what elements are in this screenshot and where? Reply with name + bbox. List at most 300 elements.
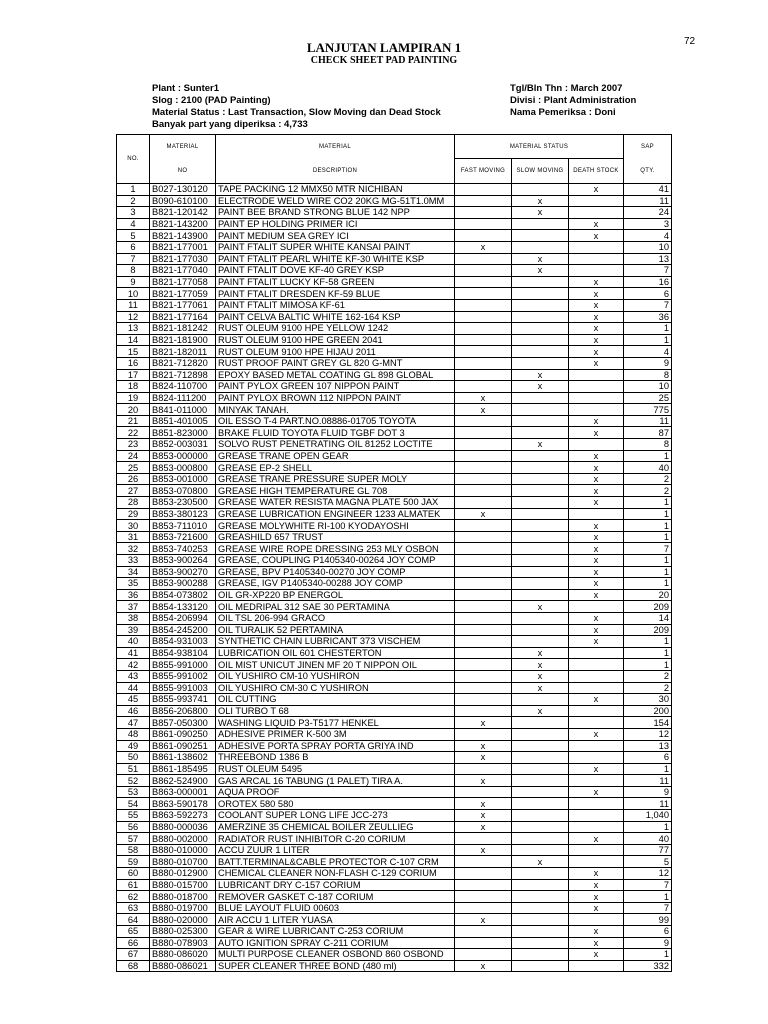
death-stock-mark: x: [569, 728, 624, 740]
row-number: 30: [117, 520, 150, 532]
material-no: B880-015700: [150, 879, 216, 891]
fast-moving-mark: [455, 473, 512, 485]
row-number: 33: [117, 555, 150, 567]
death-stock-mark: x: [569, 184, 624, 196]
slow-moving-mark: x: [512, 253, 569, 265]
material-description: GREASE TRANE PRESSURE SUPER MOLY: [216, 473, 455, 485]
table-row: [117, 740, 672, 752]
table-row: [117, 821, 672, 833]
death-stock-mark: x: [569, 497, 624, 509]
death-stock-mark: [569, 195, 624, 207]
sap-qty: 77: [624, 844, 672, 856]
death-stock-mark: [569, 775, 624, 787]
material-no: B854-133120: [150, 601, 216, 613]
material-description: GREASE EP-2 SHELL: [216, 462, 455, 474]
material-no: B821-120142: [150, 207, 216, 219]
sap-qty: 87: [624, 427, 672, 439]
row-number: 68: [117, 960, 150, 972]
death-stock-mark: x: [569, 427, 624, 439]
death-stock-mark: [569, 740, 624, 752]
death-stock-mark: [569, 682, 624, 694]
row-number: 13: [117, 323, 150, 335]
material-no: B880-086021: [150, 960, 216, 972]
fast-moving-mark: [455, 601, 512, 613]
slow-moving-mark: [512, 868, 569, 880]
death-stock-mark: x: [569, 334, 624, 346]
material-description: REMOVER GASKET C-187 CORIUM: [216, 891, 455, 903]
fast-moving-mark: [455, 369, 512, 381]
slow-moving-mark: [512, 891, 569, 903]
sap-qty: 5: [624, 856, 672, 868]
material-no: B853-900288: [150, 578, 216, 590]
slow-moving-mark: [512, 833, 569, 845]
material-no: B821-177061: [150, 299, 216, 311]
fast-moving-mark: [455, 207, 512, 219]
fast-moving-mark: [455, 427, 512, 439]
table-row: [117, 508, 672, 520]
material-no: B853-711010: [150, 520, 216, 532]
death-stock-mark: [569, 381, 624, 393]
material-description: COOLANT SUPER LONG LIFE JCC-273: [216, 810, 455, 822]
sap-qty: 14: [624, 612, 672, 624]
fast-moving-mark: x: [455, 717, 512, 729]
row-number: 47: [117, 717, 150, 729]
fast-moving-mark: [455, 555, 512, 567]
table-row: [117, 868, 672, 880]
fast-moving-mark: [455, 497, 512, 509]
fast-moving-mark: x: [455, 404, 512, 416]
row-number: 43: [117, 670, 150, 682]
death-stock-mark: x: [569, 531, 624, 543]
header-fast-moving: FAST MOVING: [455, 159, 512, 184]
row-number: 37: [117, 601, 150, 613]
row-number: 40: [117, 636, 150, 648]
slow-moving-mark: [512, 740, 569, 752]
table-row: [117, 578, 672, 590]
material-description: PAINT PYLOX BROWN 112 NIPPON PAINT: [216, 392, 455, 404]
slow-moving-mark: x: [512, 601, 569, 613]
document-title: LANJUTAN LAMPIRAN 1: [306, 40, 462, 55]
table-row: [117, 311, 672, 323]
sap-qty: 11: [624, 798, 672, 810]
material-description: ADHESIVE PRIMER K-500 3M: [216, 728, 455, 740]
fast-moving-mark: [455, 346, 512, 358]
death-stock-mark: x: [569, 299, 624, 311]
death-stock-mark: x: [569, 346, 624, 358]
row-number: 34: [117, 566, 150, 578]
row-number: 64: [117, 914, 150, 926]
material-no: B853-000000: [150, 450, 216, 462]
material-description: OIL TSL 206-994 GRACO: [216, 612, 455, 624]
fast-moving-mark: [455, 299, 512, 311]
table-row: [117, 473, 672, 485]
fast-moving-mark: [455, 265, 512, 277]
sap-qty: 6: [624, 926, 672, 938]
material-no: B853-721600: [150, 531, 216, 543]
header-slow-moving: SLOW MOVING: [512, 159, 569, 184]
fast-moving-mark: [455, 682, 512, 694]
fast-moving-mark: [455, 589, 512, 601]
fast-moving-mark: [455, 926, 512, 938]
row-number: 31: [117, 531, 150, 543]
fast-moving-mark: [455, 763, 512, 775]
death-stock-mark: x: [569, 937, 624, 949]
fast-moving-mark: [455, 323, 512, 335]
death-stock-mark: x: [569, 833, 624, 845]
table-row: [117, 752, 672, 764]
slow-moving-mark: [512, 949, 569, 961]
info-division: Divisi : Plant Administration: [510, 95, 637, 106]
sap-qty: 13: [624, 253, 672, 265]
table-row: [117, 404, 672, 416]
table-row: [117, 694, 672, 706]
material-no: B863-590178: [150, 798, 216, 810]
table-row: [117, 485, 672, 497]
sap-qty: 25: [624, 392, 672, 404]
header-description: DESCRIPTION: [216, 159, 455, 184]
fast-moving-mark: [455, 670, 512, 682]
sap-qty: 4: [624, 230, 672, 242]
material-description: TAPE PACKING 12 MMX50 MTR NICHIBAN: [216, 184, 455, 196]
info-material-status: Material Status : Last Transaction, Slow Moving dan Dead Stock: [152, 107, 441, 118]
row-number: 41: [117, 647, 150, 659]
slow-moving-mark: x: [512, 265, 569, 277]
death-stock-mark: [569, 752, 624, 764]
material-no: B821-181900: [150, 334, 216, 346]
death-stock-mark: [569, 265, 624, 277]
sap-qty: 1: [624, 531, 672, 543]
material-description: GREASE, COUPLING P1405340-00264 JOY COMP: [216, 555, 455, 567]
row-number: 56: [117, 821, 150, 833]
sap-qty: 1: [624, 647, 672, 659]
slow-moving-mark: [512, 497, 569, 509]
material-description: OIL TURALIK 52 PERTAMINA: [216, 624, 455, 636]
row-number: 46: [117, 705, 150, 717]
material-description: RUST OLEUM 9100 HPE HIJAU 2011: [216, 346, 455, 358]
sap-qty: 8: [624, 369, 672, 381]
document-subtitle: CHECK SHEET PAD PAINTING: [310, 55, 458, 66]
material-no: B851-401005: [150, 415, 216, 427]
fast-moving-mark: x: [455, 798, 512, 810]
material-no: B880-000036: [150, 821, 216, 833]
fast-moving-mark: [455, 786, 512, 798]
death-stock-mark: x: [569, 763, 624, 775]
table-row: [117, 241, 672, 253]
fast-moving-mark: [455, 624, 512, 636]
death-stock-mark: x: [569, 473, 624, 485]
info-date: Tgl/Bln Thn : March 2007: [510, 83, 623, 94]
row-number: 65: [117, 926, 150, 938]
table-row: [117, 450, 672, 462]
table-row: [117, 381, 672, 393]
check-sheet-table: [116, 134, 672, 972]
material-no: B853-070800: [150, 485, 216, 497]
table-row: [117, 844, 672, 856]
row-number: 51: [117, 763, 150, 775]
death-stock-mark: [569, 821, 624, 833]
material-no: B861-090251: [150, 740, 216, 752]
slow-moving-mark: [512, 960, 569, 972]
table-row: [117, 891, 672, 903]
material-description: GREASE TRANE OPEN GEAR: [216, 450, 455, 462]
row-number: 48: [117, 728, 150, 740]
slow-moving-mark: [512, 763, 569, 775]
row-number: 14: [117, 334, 150, 346]
slow-moving-mark: [512, 578, 569, 590]
material-description: PAINT MEDIUM SEA GREY ICI: [216, 230, 455, 242]
table-row: [117, 763, 672, 775]
table-row: [117, 949, 672, 961]
slow-moving-mark: [512, 392, 569, 404]
sap-qty: 1: [624, 821, 672, 833]
row-number: 29: [117, 508, 150, 520]
table-row: [117, 207, 672, 219]
table-row: [117, 439, 672, 451]
row-number: 55: [117, 810, 150, 822]
row-number: 32: [117, 543, 150, 555]
row-number: 60: [117, 868, 150, 880]
slow-moving-mark: [512, 184, 569, 196]
slow-moving-mark: [512, 717, 569, 729]
row-number: 9: [117, 276, 150, 288]
sap-qty: 775: [624, 404, 672, 416]
fast-moving-mark: [455, 230, 512, 242]
fast-moving-mark: [455, 531, 512, 543]
material-description: OIL MIST UNICUT JINEN MF 20 T NIPPON OIL: [216, 659, 455, 671]
sap-qty: 36: [624, 311, 672, 323]
slow-moving-mark: x: [512, 659, 569, 671]
row-number: 3: [117, 207, 150, 219]
death-stock-mark: x: [569, 415, 624, 427]
table-row: [117, 937, 672, 949]
material-no: B880-018700: [150, 891, 216, 903]
row-number: 12: [117, 311, 150, 323]
material-description: OIL YUSHIRO CM-30 C YUSHIRON: [216, 682, 455, 694]
slow-moving-mark: [512, 914, 569, 926]
sap-qty: 99: [624, 914, 672, 926]
fast-moving-mark: [455, 543, 512, 555]
table-row: [117, 334, 672, 346]
table-row: [117, 960, 672, 972]
row-number: 16: [117, 357, 150, 369]
material-description: THREEBOND 1386 B: [216, 752, 455, 764]
material-description: GREASE HIGH TEMPERATURE GL 708: [216, 485, 455, 497]
sap-qty: 1: [624, 497, 672, 509]
death-stock-mark: [569, 670, 624, 682]
material-no: B841-011000: [150, 404, 216, 416]
sap-qty: 7: [624, 543, 672, 555]
header-sap-top: SAP: [624, 135, 672, 159]
material-no: B856-206800: [150, 705, 216, 717]
death-stock-mark: x: [569, 450, 624, 462]
table-body: [117, 184, 672, 972]
death-stock-mark: [569, 207, 624, 219]
row-number: 49: [117, 740, 150, 752]
fast-moving-mark: [455, 902, 512, 914]
material-no: B863-592273: [150, 810, 216, 822]
sap-qty: 12: [624, 868, 672, 880]
row-number: 10: [117, 288, 150, 300]
material-no: B861-185495: [150, 763, 216, 775]
material-no: B852-003031: [150, 439, 216, 451]
material-no: B090-610100: [150, 195, 216, 207]
material-no: B854-938104: [150, 647, 216, 659]
row-number: 17: [117, 369, 150, 381]
row-number: 54: [117, 798, 150, 810]
material-no: B821-143200: [150, 218, 216, 230]
fast-moving-mark: [455, 357, 512, 369]
material-no: B821-143900: [150, 230, 216, 242]
table-row: [117, 926, 672, 938]
death-stock-mark: [569, 717, 624, 729]
slow-moving-mark: [512, 334, 569, 346]
slow-moving-mark: [512, 357, 569, 369]
death-stock-mark: x: [569, 578, 624, 590]
row-number: 20: [117, 404, 150, 416]
material-no: B880-010000: [150, 844, 216, 856]
material-description: RUST OLEUM 5495: [216, 763, 455, 775]
material-no: B855-991000: [150, 659, 216, 671]
material-description: GREASE WIRE ROPE DRESSING 253 MLY OSBON: [216, 543, 455, 555]
slow-moving-mark: x: [512, 670, 569, 682]
material-no: B880-019700: [150, 902, 216, 914]
slow-moving-mark: [512, 555, 569, 567]
death-stock-mark: [569, 392, 624, 404]
sap-qty: 7: [624, 265, 672, 277]
fast-moving-mark: [455, 195, 512, 207]
material-no: B854-245200: [150, 624, 216, 636]
sap-qty: 2: [624, 670, 672, 682]
slow-moving-mark: [512, 276, 569, 288]
slow-moving-mark: [512, 844, 569, 856]
death-stock-mark: [569, 404, 624, 416]
death-stock-mark: [569, 705, 624, 717]
row-number: 1: [117, 184, 150, 196]
sap-qty: 9: [624, 937, 672, 949]
table-row: [117, 357, 672, 369]
sap-qty: 1: [624, 508, 672, 520]
row-number: 8: [117, 265, 150, 277]
fast-moving-mark: [455, 462, 512, 474]
death-stock-mark: x: [569, 276, 624, 288]
material-description: PAINT FTALIT DOVE KF-40 GREY KSP: [216, 265, 455, 277]
slow-moving-mark: x: [512, 369, 569, 381]
death-stock-mark: x: [569, 288, 624, 300]
fast-moving-mark: [455, 937, 512, 949]
slow-moving-mark: [512, 241, 569, 253]
material-description: GREASHILD 657 TRUST: [216, 531, 455, 543]
table-row: [117, 833, 672, 845]
material-description: SYNTHETIC CHAIN LUBRICANT 373 VISCHEM: [216, 636, 455, 648]
death-stock-mark: x: [569, 902, 624, 914]
slow-moving-mark: [512, 462, 569, 474]
material-description: SOLVO RUST PENETRATING OIL 81252 LOCTITE: [216, 439, 455, 451]
table-row: [117, 543, 672, 555]
material-no: B853-740253: [150, 543, 216, 555]
sap-qty: 6: [624, 752, 672, 764]
death-stock-mark: [569, 798, 624, 810]
death-stock-mark: [569, 659, 624, 671]
row-number: 18: [117, 381, 150, 393]
table-row: [117, 786, 672, 798]
material-no: B821-177001: [150, 241, 216, 253]
material-description: PAINT EP HOLDING PRIMER ICI: [216, 218, 455, 230]
sap-qty: 13: [624, 740, 672, 752]
material-no: B824-111200: [150, 392, 216, 404]
table-row: [117, 728, 672, 740]
fast-moving-mark: [455, 253, 512, 265]
table-row: [117, 810, 672, 822]
row-number: 66: [117, 937, 150, 949]
material-description: CHEMICAL CLEANER NON-FLASH C-129 CORIUM: [216, 868, 455, 880]
sap-qty: 6: [624, 288, 672, 300]
slow-moving-mark: [512, 775, 569, 787]
death-stock-mark: x: [569, 612, 624, 624]
fast-moving-mark: x: [455, 508, 512, 520]
sap-qty: 7: [624, 902, 672, 914]
material-description: OLI TURBO T 68: [216, 705, 455, 717]
fast-moving-mark: [455, 879, 512, 891]
material-no: B853-380123: [150, 508, 216, 520]
material-description: AUTO IGNITION SPRAY C-211 CORIUM: [216, 937, 455, 949]
sap-qty: 41: [624, 184, 672, 196]
table-row: [117, 659, 672, 671]
table-row: [117, 682, 672, 694]
material-description: PAINT FTALIT PEARL WHITE KF-30 WHITE KSP: [216, 253, 455, 265]
row-number: 57: [117, 833, 150, 845]
sap-qty: 9: [624, 786, 672, 798]
fast-moving-mark: [455, 288, 512, 300]
sap-qty: 1: [624, 323, 672, 335]
table-row: [117, 636, 672, 648]
slow-moving-mark: [512, 404, 569, 416]
death-stock-mark: x: [569, 786, 624, 798]
table-row: [117, 253, 672, 265]
info-right-block: [510, 83, 636, 119]
material-description: RADIATOR RUST INHIBITOR C-20 CORIUM: [216, 833, 455, 845]
material-no: B821-177059: [150, 288, 216, 300]
fast-moving-mark: [455, 566, 512, 578]
row-number: 50: [117, 752, 150, 764]
material-description: OIL MEDRIPAL 312 SAE 30 PERTAMINA: [216, 601, 455, 613]
row-number: 15: [117, 346, 150, 358]
death-stock-mark: [569, 439, 624, 451]
info-slog: Slog : 2100 (PAD Painting): [152, 95, 271, 106]
material-no: B855-993741: [150, 694, 216, 706]
death-stock-mark: x: [569, 926, 624, 938]
material-no: B854-206994: [150, 612, 216, 624]
material-description: WASHING LIQUID P3-T5177 HENKEL: [216, 717, 455, 729]
material-no: B862-524900: [150, 775, 216, 787]
material-description: RUST PROOF PAINT GREY GL 820 G-MNT: [216, 357, 455, 369]
material-description: LUBRICATION OIL 601 CHESTERTON: [216, 647, 455, 659]
material-no: B821-177058: [150, 276, 216, 288]
material-no: B880-010700: [150, 856, 216, 868]
material-description: OIL ESSO T-4 PART.NO.08886-01705 TOYOTA: [216, 415, 455, 427]
slow-moving-mark: x: [512, 647, 569, 659]
material-no: B821-712820: [150, 357, 216, 369]
material-description: EPOXY BASED METAL COATING GL 898 GLOBAL: [216, 369, 455, 381]
table-row: [117, 346, 672, 358]
material-description: ADHESIVE PORTA SPRAY PORTA GRIYA IND: [216, 740, 455, 752]
slow-moving-mark: [512, 415, 569, 427]
row-number: 27: [117, 485, 150, 497]
fast-moving-mark: [455, 647, 512, 659]
death-stock-mark: [569, 960, 624, 972]
material-description: OIL YUSHIRO CM-10 YUSHIRON: [216, 670, 455, 682]
material-description: RUST OLEUM 9100 HPE GREEN 2041: [216, 334, 455, 346]
material-no: B853-900270: [150, 566, 216, 578]
